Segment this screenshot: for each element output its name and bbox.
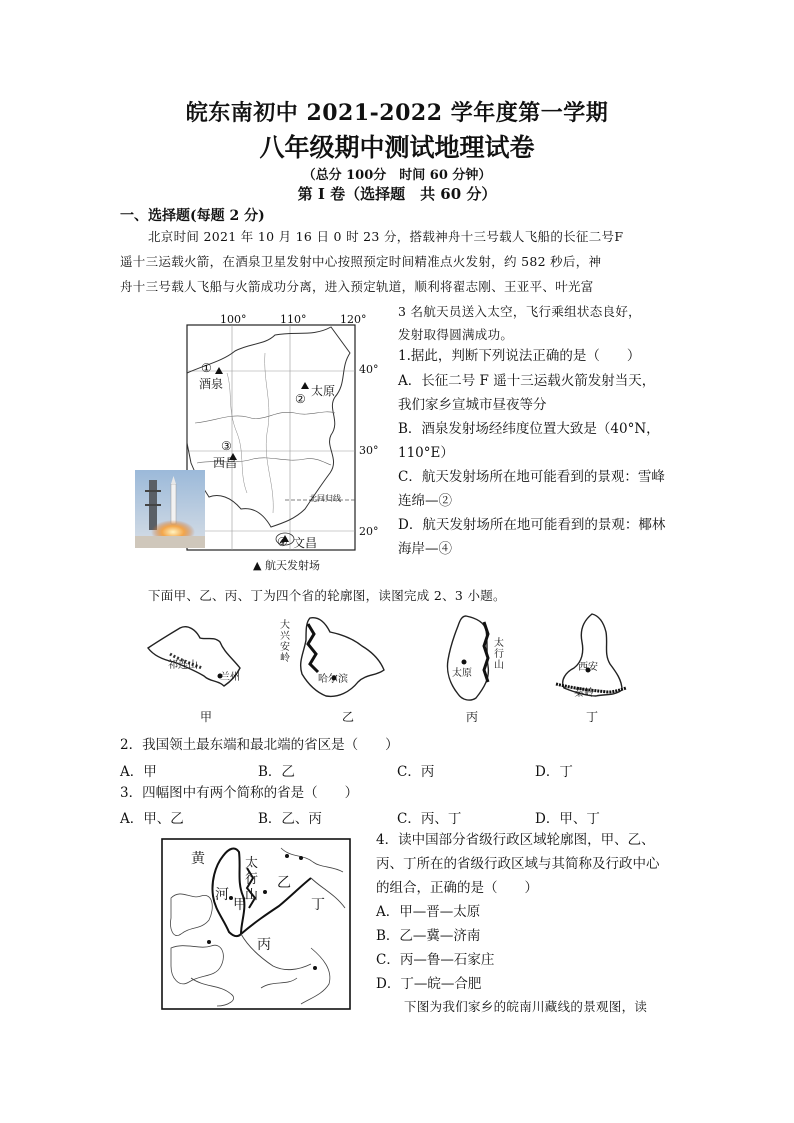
lon-label-120: 120° xyxy=(340,313,367,326)
intro-line-3: 舟十三号载人飞船与火箭成功分离，进入预定轨道，顺利将翟志刚、王亚平、叶光富 xyxy=(120,279,594,294)
q2-option-c: C．丙 xyxy=(397,764,435,780)
qinling-label: 秦岭 xyxy=(574,688,594,699)
q3-option-a: A．甲、乙 xyxy=(120,811,184,827)
province-yi-map xyxy=(280,612,390,722)
daxinganling-label: 大兴安岭 xyxy=(280,620,290,664)
q4-stem-line2: 丙、丁所在的省级行政区域与其简称及行政中心 xyxy=(376,856,660,872)
tropic-label: 北回归线 xyxy=(309,494,341,503)
huanghe-label-he: 河 xyxy=(215,887,229,903)
xian-label: 西安 xyxy=(578,662,598,673)
part-title: 第 I 卷（选择题 共 60 分） xyxy=(297,185,497,203)
lat-label-30: 30° xyxy=(359,444,379,457)
q4-option-c: C．丙—鲁—石家庄 xyxy=(376,952,495,968)
harbin-label: 哈尔滨 xyxy=(318,674,348,685)
provinces-intro: 下面甲、乙、丙、丁为四个省的轮廓图，读图完成 2、3 小题。 xyxy=(148,588,506,603)
taihang-char-hang: 行 xyxy=(245,872,259,887)
intro-line-1: 北京时间 2021 年 10 月 16 日 0 时 23 分，搭载神舟十三号载人飞船的长征二号F xyxy=(148,229,624,244)
taihang-mountain-label: 太行山 xyxy=(494,638,504,671)
lon-label-100: 100° xyxy=(220,313,247,326)
q3-option-b: B．乙、丙 xyxy=(258,811,322,827)
next-question-intro: 下图为我们家乡的皖南川藏线的景观图，读 xyxy=(404,999,648,1014)
q1-option-b-line2: 110°E） xyxy=(398,445,454,461)
intro-line-2: 遥十三运载火箭，在酒泉卫星发射中心按照预定时间精准点火发射，约 582 秒后，神 xyxy=(120,254,602,269)
province-jia-map xyxy=(140,610,250,724)
huanghe-label-huang: 黄 xyxy=(191,851,205,867)
lat-label-20: 20° xyxy=(359,525,379,538)
map3-label-bing: 丙 xyxy=(257,937,271,953)
q4-option-a: A．甲—晋—太原 xyxy=(376,904,481,920)
qilian-mountain-label: 祁连山 xyxy=(168,660,198,671)
taihang-char-shan: 山 xyxy=(245,888,259,903)
q1-option-b-line1: B．酒泉发射场经纬度位置大致是（40°N， xyxy=(398,421,660,437)
lon-label-110: 110° xyxy=(280,313,307,326)
q1-stem: 1.据此，判断下列说法正确的是（ ） xyxy=(398,348,641,364)
map3-label-ding: 丁 xyxy=(311,897,325,913)
q1-option-d-line2: 海岸—④ xyxy=(398,541,452,557)
q1-option-c-line1: C．航天发射场所在地可能看到的景观：雪峰 xyxy=(398,469,665,485)
north-china-province-map xyxy=(161,838,351,1010)
site-1-marker: ① xyxy=(201,361,212,375)
q2-stem: 2．我国领土最东端和最北端的省区是（ ） xyxy=(120,737,399,753)
site-3-marker: ③ xyxy=(221,439,232,453)
q3-option-c: C．丙、丁 xyxy=(397,811,462,827)
site-2-marker: ② xyxy=(295,392,306,406)
q2-option-a: A．甲 xyxy=(120,764,157,780)
map3-label-jia: 甲 xyxy=(233,897,247,913)
intro-line-5: 发射取得圆满成功。 xyxy=(398,327,514,342)
province-label-ding: 丁 xyxy=(586,710,599,724)
q2-option-d: D．丁 xyxy=(535,764,573,780)
section-title: 一、选择题(每题 2 分) xyxy=(120,208,265,224)
site-xichang-label: 西昌 xyxy=(213,456,238,470)
map3-label-yi: 乙 xyxy=(277,875,291,891)
province-label-bing: 丙 xyxy=(466,710,479,724)
q3-stem: 3．四幅图中有两个简称的省是（ ） xyxy=(120,785,359,801)
intro-line-4: 3 名航天员送入太空，飞行乘组状态良好， xyxy=(398,304,641,319)
q3-option-d: D．甲、丁 xyxy=(535,811,600,827)
site-wenchang-label: 文昌 xyxy=(293,536,318,550)
map1-caption: ▲ 航天发射场 xyxy=(253,559,320,572)
province-label-yi: 乙 xyxy=(342,710,355,724)
taiyuan-map-label: 太原 xyxy=(452,668,472,679)
site-4-marker: ④ xyxy=(277,535,288,549)
lanzhou-label: 兰州 xyxy=(220,672,240,683)
exam-meta: （总分 100分 时间 60 分钟） xyxy=(302,168,492,183)
q4-option-d: D．丁—皖—合肥 xyxy=(376,976,482,992)
site-taiyuan-label: 太原 xyxy=(311,384,336,398)
province-ding-map xyxy=(552,610,632,722)
q4-option-b: B．乙—冀—济南 xyxy=(376,928,481,944)
q1-option-c-line2: 连绵—② xyxy=(398,493,452,509)
rocket-launch-photo xyxy=(135,470,205,548)
exam-title-line1: 皖东南初中 2021-2022 学年度第一学期 xyxy=(185,100,609,126)
province-label-jia: 甲 xyxy=(200,710,213,724)
q1-option-a-line1: A．长征二号 F 遥十三运载火箭发射当天， xyxy=(398,373,656,389)
site-jiuquan-label: 酒泉 xyxy=(199,377,224,391)
q4-stem-line3: 的组合，正确的是（ ） xyxy=(376,880,538,896)
province-bing-map xyxy=(440,612,510,722)
q4-stem-line1: 4．读中国部分省级行政区域轮廓图，甲、乙、 xyxy=(376,832,655,848)
q2-option-b: B．乙 xyxy=(258,764,295,780)
q1-option-a-line2: 我们家乡宣城市昼夜等分 xyxy=(398,397,547,413)
exam-title-line2: 八年级期中测试地理试卷 xyxy=(259,133,535,162)
lat-label-40: 40° xyxy=(359,363,379,376)
q1-option-d-line1: D．航天发射场所在地可能看到的景观：椰林 xyxy=(398,517,666,533)
taihang-char-tai: 太 xyxy=(245,856,259,871)
